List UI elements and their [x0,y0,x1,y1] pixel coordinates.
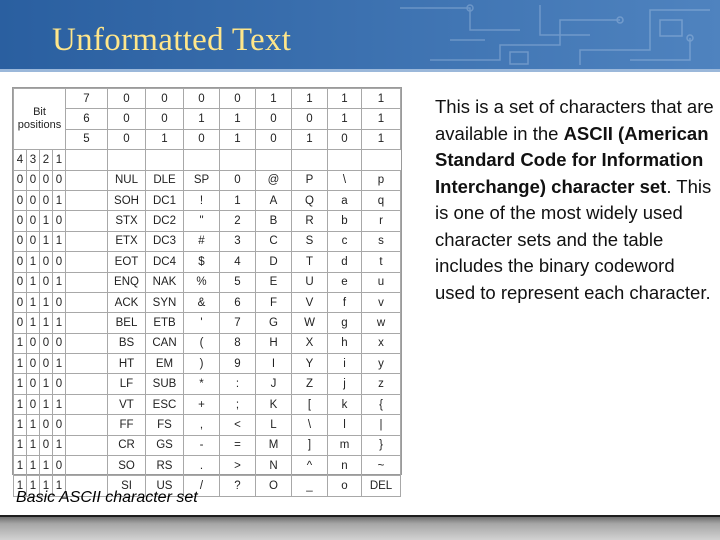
character-cell: Q [292,190,328,210]
character-cell: | [362,415,401,435]
character-cell: ( [184,333,220,353]
character-cell: EM [146,354,184,374]
low-bit-value: 0 [40,415,53,435]
character-cell: ETX [108,231,146,251]
low-bit-value: 1 [14,476,27,496]
character-cell: 8 [220,333,256,353]
character-cell: NAK [146,272,184,292]
low-bit-value: 1 [40,313,53,333]
low-bit-value: 1 [53,476,66,496]
character-cell: G [256,313,292,333]
banner-underline [0,69,720,72]
character-cell: % [184,272,220,292]
character-cell: k [328,394,362,414]
character-cell: x [362,333,401,353]
character-cell: r [362,211,401,231]
character-cell: US [146,476,184,496]
table-row [14,292,401,312]
table-row [14,374,401,394]
low-bit-value: 1 [40,211,53,231]
high-bit-position: 7 [66,89,108,109]
low-bit-value: 0 [40,435,53,455]
low-bit-value: 0 [53,456,66,476]
high-bit-value: 0 [108,129,146,149]
empty-cell [66,190,108,210]
character-cell: : [220,374,256,394]
low-bit-value: 0 [14,272,27,292]
high-bit-value: 0 [184,89,220,109]
character-cell: M [256,435,292,455]
high-bit-position: 6 [66,109,108,129]
low-bit-position: 1 [53,150,66,170]
character-cell: / [184,476,220,496]
empty-cell [66,394,108,414]
character-cell: l [328,415,362,435]
character-cell: d [328,252,362,272]
low-bit-value: 0 [14,211,27,231]
high-bit-value: 0 [220,89,256,109]
low-bit-value: 0 [27,231,40,251]
high-bit-value: 0 [292,109,328,129]
character-cell: DC2 [146,211,184,231]
high-bit-position: 5 [66,129,108,149]
character-cell: { [362,394,401,414]
character-cell: = [220,435,256,455]
low-bit-value: 0 [27,354,40,374]
character-cell: # [184,231,220,251]
character-cell: CR [108,435,146,455]
high-bit-value: 1 [292,129,328,149]
character-cell: p [362,170,401,190]
table-row [14,190,401,210]
low-bit-value: 0 [14,170,27,190]
low-bit-value: 0 [53,415,66,435]
empty-cell [66,231,108,251]
empty-cell [66,292,108,312]
character-cell: 1 [220,190,256,210]
low-bit-position: 4 [14,150,27,170]
character-cell: FF [108,415,146,435]
low-bit-value: 0 [14,252,27,272]
low-bit-value: 1 [40,292,53,312]
character-cell: o [328,476,362,496]
high-bit-value: 1 [184,109,220,129]
high-bit-row [14,109,401,129]
high-bit-value: 0 [108,109,146,129]
character-cell: DEL [362,476,401,496]
character-cell: DC4 [146,252,184,272]
character-cell: R [292,211,328,231]
character-cell: 6 [220,292,256,312]
low-bit-value: 1 [27,456,40,476]
character-cell: v [362,292,401,312]
character-cell: q [362,190,401,210]
character-cell: H [256,333,292,353]
character-cell: e [328,272,362,292]
character-cell: - [184,435,220,455]
empty-cell [66,415,108,435]
high-bit-value: 1 [146,129,184,149]
low-bit-value: 0 [27,190,40,210]
character-cell: V [292,292,328,312]
high-bit-row [14,89,401,109]
character-cell: 2 [220,211,256,231]
character-cell: SP [184,170,220,190]
high-bit-value: 1 [328,109,362,129]
character-cell: J [256,374,292,394]
empty-cell [328,150,362,170]
low-bit-value: 1 [40,394,53,414]
character-cell: + [184,394,220,414]
character-cell: f [328,292,362,312]
character-cell: ETB [146,313,184,333]
circuit-pattern-decoration [390,0,720,72]
low-bit-value: 1 [53,272,66,292]
character-cell: E [256,272,292,292]
low-bit-positions-row [14,150,401,170]
character-cell: h [328,333,362,353]
ascii-table [13,88,401,497]
character-cell: L [256,415,292,435]
character-cell: j [328,374,362,394]
low-bit-value: 0 [40,354,53,374]
low-bit-value: 1 [53,354,66,374]
high-bit-row [14,129,401,149]
character-cell: SI [108,476,146,496]
empty-cell [66,435,108,455]
character-cell: DLE [146,170,184,190]
description-part-2: . This is one of the most widely used character sets and the table includes the binary codeword used to represent each character. [435,175,712,303]
character-cell: s [362,231,401,251]
high-bit-value: 0 [256,129,292,149]
low-bit-value: 0 [14,231,27,251]
low-bit-value: 0 [53,333,66,353]
table-row [14,231,401,251]
character-cell: SOH [108,190,146,210]
low-bit-value: 1 [14,333,27,353]
character-cell: ; [220,394,256,414]
low-bit-value: 1 [14,435,27,455]
character-cell: I [256,354,292,374]
character-cell: & [184,292,220,312]
character-cell: [ [292,394,328,414]
table-row [14,272,401,292]
low-bit-value: 1 [14,394,27,414]
character-cell: ~ [362,456,401,476]
high-bit-value: 0 [146,89,184,109]
character-cell: STX [108,211,146,231]
table-row [14,211,401,231]
table-row [14,435,401,455]
character-cell: A [256,190,292,210]
empty-cell [66,272,108,292]
high-bit-value: 0 [328,129,362,149]
character-cell: B [256,211,292,231]
table-row [14,415,401,435]
empty-cell [66,150,108,170]
slide-title: Unformatted Text [52,22,292,58]
character-cell: c [328,231,362,251]
character-cell: SO [108,456,146,476]
character-cell: Y [292,354,328,374]
character-cell: } [362,435,401,455]
low-bit-value: 1 [27,415,40,435]
empty-cell [66,252,108,272]
character-cell: 7 [220,313,256,333]
character-cell: , [184,415,220,435]
character-cell: 3 [220,231,256,251]
low-bit-position: 3 [27,150,40,170]
low-bit-value: 1 [27,313,40,333]
low-bit-value: 1 [40,476,53,496]
character-cell: _ [292,476,328,496]
character-cell: * [184,374,220,394]
table-row [14,394,401,414]
empty-cell [184,150,220,170]
character-cell: $ [184,252,220,272]
empty-cell [66,456,108,476]
character-cell: u [362,272,401,292]
empty-cell [66,354,108,374]
high-bit-value: 1 [362,109,401,129]
character-cell: 9 [220,354,256,374]
description-part-1: This is a set of characters that are available in the [435,96,714,144]
low-bit-value: 0 [53,374,66,394]
low-bit-value: 0 [53,170,66,190]
low-bit-value: 1 [40,231,53,251]
low-bit-value: 0 [53,211,66,231]
character-cell: BS [108,333,146,353]
character-cell: < [220,415,256,435]
high-bit-value: 1 [362,89,401,109]
low-bit-value: 1 [53,394,66,414]
low-bit-value: 0 [14,313,27,333]
description-bold: ASCII (American Standard Code for Information Interchange) character set [435,122,709,197]
character-cell: EOT [108,252,146,272]
low-bit-value: 1 [53,313,66,333]
low-bit-value: 0 [40,333,53,353]
empty-cell [256,150,292,170]
character-cell: K [256,394,292,414]
footer-bar [0,515,720,540]
low-bit-value: 0 [53,292,66,312]
high-bit-value: 1 [256,89,292,109]
table-row [14,252,401,272]
low-bit-value: 1 [27,476,40,496]
character-cell: 5 [220,272,256,292]
character-cell: VT [108,394,146,414]
empty-cell [66,211,108,231]
character-cell: Z [292,374,328,394]
character-cell: y [362,354,401,374]
character-cell: P [292,170,328,190]
character-cell: ESC [146,394,184,414]
table-row [14,456,401,476]
character-cell: GS [146,435,184,455]
high-bit-value: 1 [362,129,401,149]
low-bit-value: 1 [27,435,40,455]
character-cell: \ [292,415,328,435]
character-cell: z [362,374,401,394]
character-cell: RS [146,456,184,476]
high-bit-value: 0 [146,109,184,129]
low-bit-value: 0 [53,252,66,272]
table-row [14,333,401,353]
high-bit-value: 1 [328,89,362,109]
low-bit-value: 1 [27,292,40,312]
low-bit-value: 0 [27,394,40,414]
table-caption: Basic ASCII character set [16,489,198,506]
character-cell: ? [220,476,256,496]
character-cell: O [256,476,292,496]
low-bit-value: 0 [40,272,53,292]
character-cell: CAN [146,333,184,353]
character-cell: w [362,313,401,333]
low-bit-value: 0 [40,252,53,272]
character-cell: W [292,313,328,333]
high-bit-value: 0 [108,89,146,109]
character-cell: ! [184,190,220,210]
empty-cell [66,170,108,190]
table-row [14,170,401,190]
low-bit-value: 1 [27,252,40,272]
character-cell: BEL [108,313,146,333]
character-cell: SYN [146,292,184,312]
low-bit-value: 0 [40,170,53,190]
character-cell: ) [184,354,220,374]
empty-cell [146,150,184,170]
character-cell: ' [184,313,220,333]
empty-cell [108,150,146,170]
low-bit-value: 1 [14,354,27,374]
character-cell: DC1 [146,190,184,210]
low-bit-value: 1 [27,272,40,292]
low-bit-position: 2 [40,150,53,170]
description-text [435,94,715,306]
table-row [14,313,401,333]
character-cell: C [256,231,292,251]
empty-cell [220,150,256,170]
high-bit-value: 0 [256,109,292,129]
character-cell: FS [146,415,184,435]
low-bit-value: 0 [27,374,40,394]
low-bit-value: 0 [27,333,40,353]
character-cell: ] [292,435,328,455]
character-cell: " [184,211,220,231]
high-bit-value: 1 [292,89,328,109]
low-bit-value: 1 [14,415,27,435]
low-bit-value: 0 [14,190,27,210]
empty-cell [66,313,108,333]
character-cell: > [220,456,256,476]
character-cell: g [328,313,362,333]
character-cell: m [328,435,362,455]
low-bit-value: 1 [53,435,66,455]
character-cell: DC3 [146,231,184,251]
character-cell: F [256,292,292,312]
character-cell: HT [108,354,146,374]
character-cell: 4 [220,252,256,272]
character-cell: LF [108,374,146,394]
empty-cell [292,150,328,170]
character-cell: . [184,456,220,476]
ascii-table-container [12,87,402,493]
character-cell: ACK [108,292,146,312]
bit-positions-label: Bit positions [14,89,66,150]
character-cell: a [328,190,362,210]
character-cell: 0 [220,170,256,190]
character-cell: n [328,456,362,476]
character-cell: @ [256,170,292,190]
high-bit-value: 1 [220,129,256,149]
table-row [14,354,401,374]
character-cell: b [328,211,362,231]
character-cell: NUL [108,170,146,190]
character-cell: D [256,252,292,272]
character-cell: N [256,456,292,476]
low-bit-value: 0 [40,190,53,210]
character-cell: T [292,252,328,272]
low-bit-value: 1 [53,231,66,251]
character-cell: i [328,354,362,374]
low-bit-value: 1 [14,374,27,394]
empty-cell [66,333,108,353]
low-bit-value: 0 [14,292,27,312]
character-cell: U [292,272,328,292]
low-bit-value: 1 [53,190,66,210]
low-bit-value: 0 [27,170,40,190]
character-cell: t [362,252,401,272]
low-bit-value: 1 [40,374,53,394]
character-cell: SUB [146,374,184,394]
empty-cell [66,374,108,394]
character-cell: ^ [292,456,328,476]
low-bit-value: 1 [14,456,27,476]
character-cell: ENQ [108,272,146,292]
character-cell: X [292,333,328,353]
low-bit-value: 1 [40,456,53,476]
character-cell: \ [328,170,362,190]
high-bit-value: 0 [184,129,220,149]
low-bit-value: 0 [27,211,40,231]
character-cell: S [292,231,328,251]
high-bit-value: 1 [220,109,256,129]
